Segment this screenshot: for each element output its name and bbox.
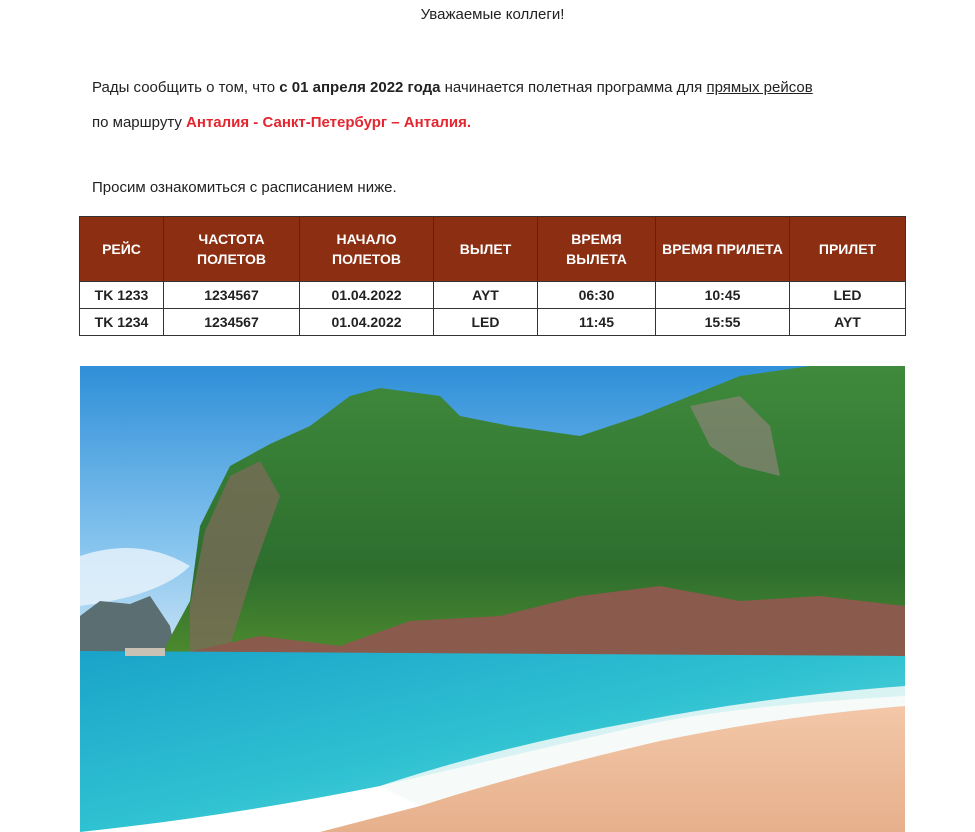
cell-start: 01.04.2022	[300, 282, 434, 309]
cell-arrival: LED	[790, 282, 906, 309]
greeting-heading: Уважаемые коллеги!	[420, 6, 565, 23]
boat	[125, 648, 165, 656]
cell-arrival: AYT	[790, 309, 906, 336]
schedule-header-row	[80, 217, 906, 282]
cell-frequency: 1234567	[164, 282, 300, 309]
beach-photo-illustration	[80, 366, 905, 832]
intro-paragraph	[92, 79, 813, 96]
beach-photo	[80, 366, 905, 832]
request-paragraph: Просим ознакомиться с расписанием ниже.	[92, 179, 397, 196]
header-arrival: ПРИЛЕТ	[790, 217, 906, 282]
cell-arr-time: 10:45	[656, 282, 790, 309]
header-start: НАЧАЛО ПОЛЕТОВ	[300, 217, 434, 282]
table-row	[80, 309, 906, 336]
cell-departure: AYT	[434, 282, 538, 309]
header-departure: ВЫЛЕТ	[434, 217, 538, 282]
header-arr-time: ВРЕМЯ ПРИЛЕТА	[656, 217, 790, 282]
route-paragraph	[92, 114, 471, 131]
schedule-table	[79, 216, 906, 336]
route-name: Анталия - Санкт-Петербург – Анталия.	[186, 114, 472, 131]
route-prefix: по маршруту	[92, 114, 187, 131]
cell-start: 01.04.2022	[300, 309, 434, 336]
header-flight: РЕЙС	[80, 217, 164, 282]
header-dep-time: ВРЕМЯ ВЫЛЕТА	[538, 217, 656, 282]
intro-text-middle: начинается полетная программа для	[440, 79, 707, 96]
header-frequency: ЧАСТОТА ПОЛЕТОВ	[164, 217, 300, 282]
start-date: с 01 апреля 2022 года	[279, 79, 441, 96]
cell-dep-time: 06:30	[538, 282, 656, 309]
cell-arr-time: 15:55	[656, 309, 790, 336]
intro-text-start: Рады сообщить о том, что	[92, 79, 280, 96]
table-row	[80, 282, 906, 309]
cell-dep-time: 11:45	[538, 309, 656, 336]
cell-flight: TK 1233	[80, 282, 164, 309]
cell-frequency: 1234567	[164, 309, 300, 336]
cell-flight: TK 1234	[80, 309, 164, 336]
cell-departure: LED	[434, 309, 538, 336]
direct-flights-text: прямых рейсов	[706, 79, 813, 96]
